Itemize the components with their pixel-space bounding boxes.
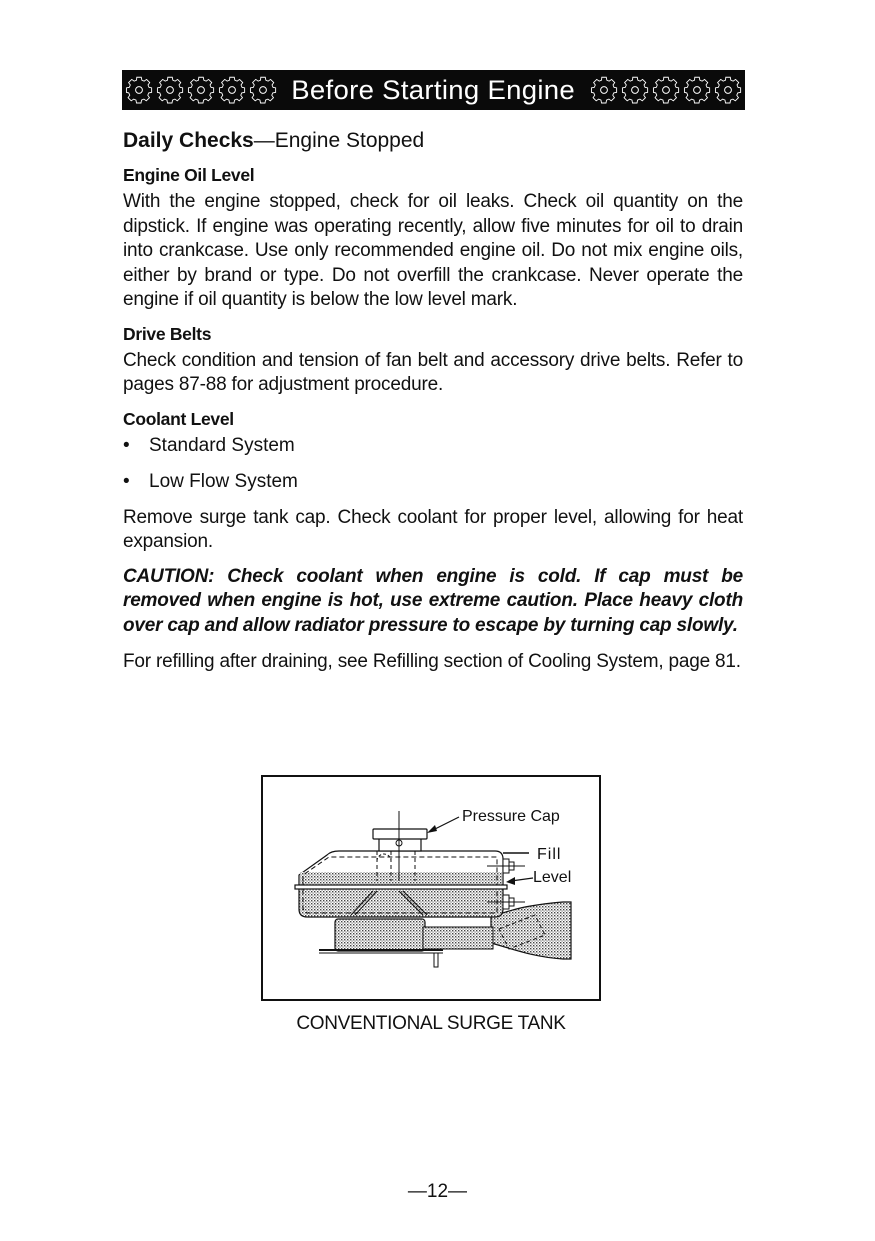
figure-caption: CONVENTIONAL SURGE TANK <box>296 1013 566 1034</box>
gear-icon <box>713 75 743 105</box>
page-content <box>123 128 743 675</box>
list-item: • Low Flow System <box>123 470 298 492</box>
section-heading-rest: —Engine Stopped <box>253 129 425 152</box>
drive-belts-body: Check condition and tension of fan belt and accessory drive belts. Refer to pages 87-88 for adjustment procedure. <box>123 349 743 395</box>
section-heading-bold: Daily Checks <box>123 129 254 152</box>
level-label: Level <box>533 869 572 886</box>
coolant-body: Remove surge tank cap. Check coolant for proper level, allowing for heat expansion. <box>123 506 743 552</box>
refill-note: For refilling after draining, see Refilling section of Cooling System, page 81. <box>123 651 741 672</box>
page-number: —12— <box>407 1181 468 1202</box>
engine-oil-heading: Engine Oil Level <box>123 165 255 185</box>
gear-icon <box>651 75 681 105</box>
gear-icon <box>186 75 216 105</box>
gear-icon <box>124 75 154 105</box>
gear-row-right <box>589 75 743 105</box>
drive-belts-heading: Drive Belts <box>123 323 212 344</box>
gear-icon <box>682 75 712 105</box>
page-title: Before Starting Engine <box>291 74 576 105</box>
gear-icon <box>155 75 185 105</box>
list-item: • Standard System <box>123 434 295 456</box>
engine-oil-body: With the engine stopped, check for oil leaks. Check oil quantity on the dipstick. If engine was operating recently, allow five minutes for oil to drain into crankcase. Use only recommended engine oil. Do not mix engine oils, either by brand or type. Do not overfill the crankcase. Never operate the engine if oil quantity is below the low level mark. <box>123 191 743 310</box>
surge-tank-figure <box>261 775 601 1001</box>
coolant-systems-list <box>123 434 743 494</box>
section-banner <box>122 70 745 110</box>
gear-icon <box>217 75 247 105</box>
section-heading <box>123 128 743 154</box>
gear-icon <box>248 75 278 105</box>
gear-row-left <box>124 75 278 105</box>
bullet-icon: • <box>123 470 130 492</box>
caution-note: CAUTION: Check coolant when engine is cold. If cap must be removed when engine is hot, use extreme caution. Place heavy cloth over cap and allow radiator pressure to escape by turning cap slowly. <box>123 565 743 636</box>
gear-icon <box>589 75 619 105</box>
fill-label: Fill <box>537 846 562 863</box>
bullet-icon: • <box>123 434 130 456</box>
gear-icon <box>620 75 650 105</box>
pressure-cap-label: Pressure Cap <box>462 808 560 825</box>
coolant-heading: Coolant Level <box>123 408 234 429</box>
